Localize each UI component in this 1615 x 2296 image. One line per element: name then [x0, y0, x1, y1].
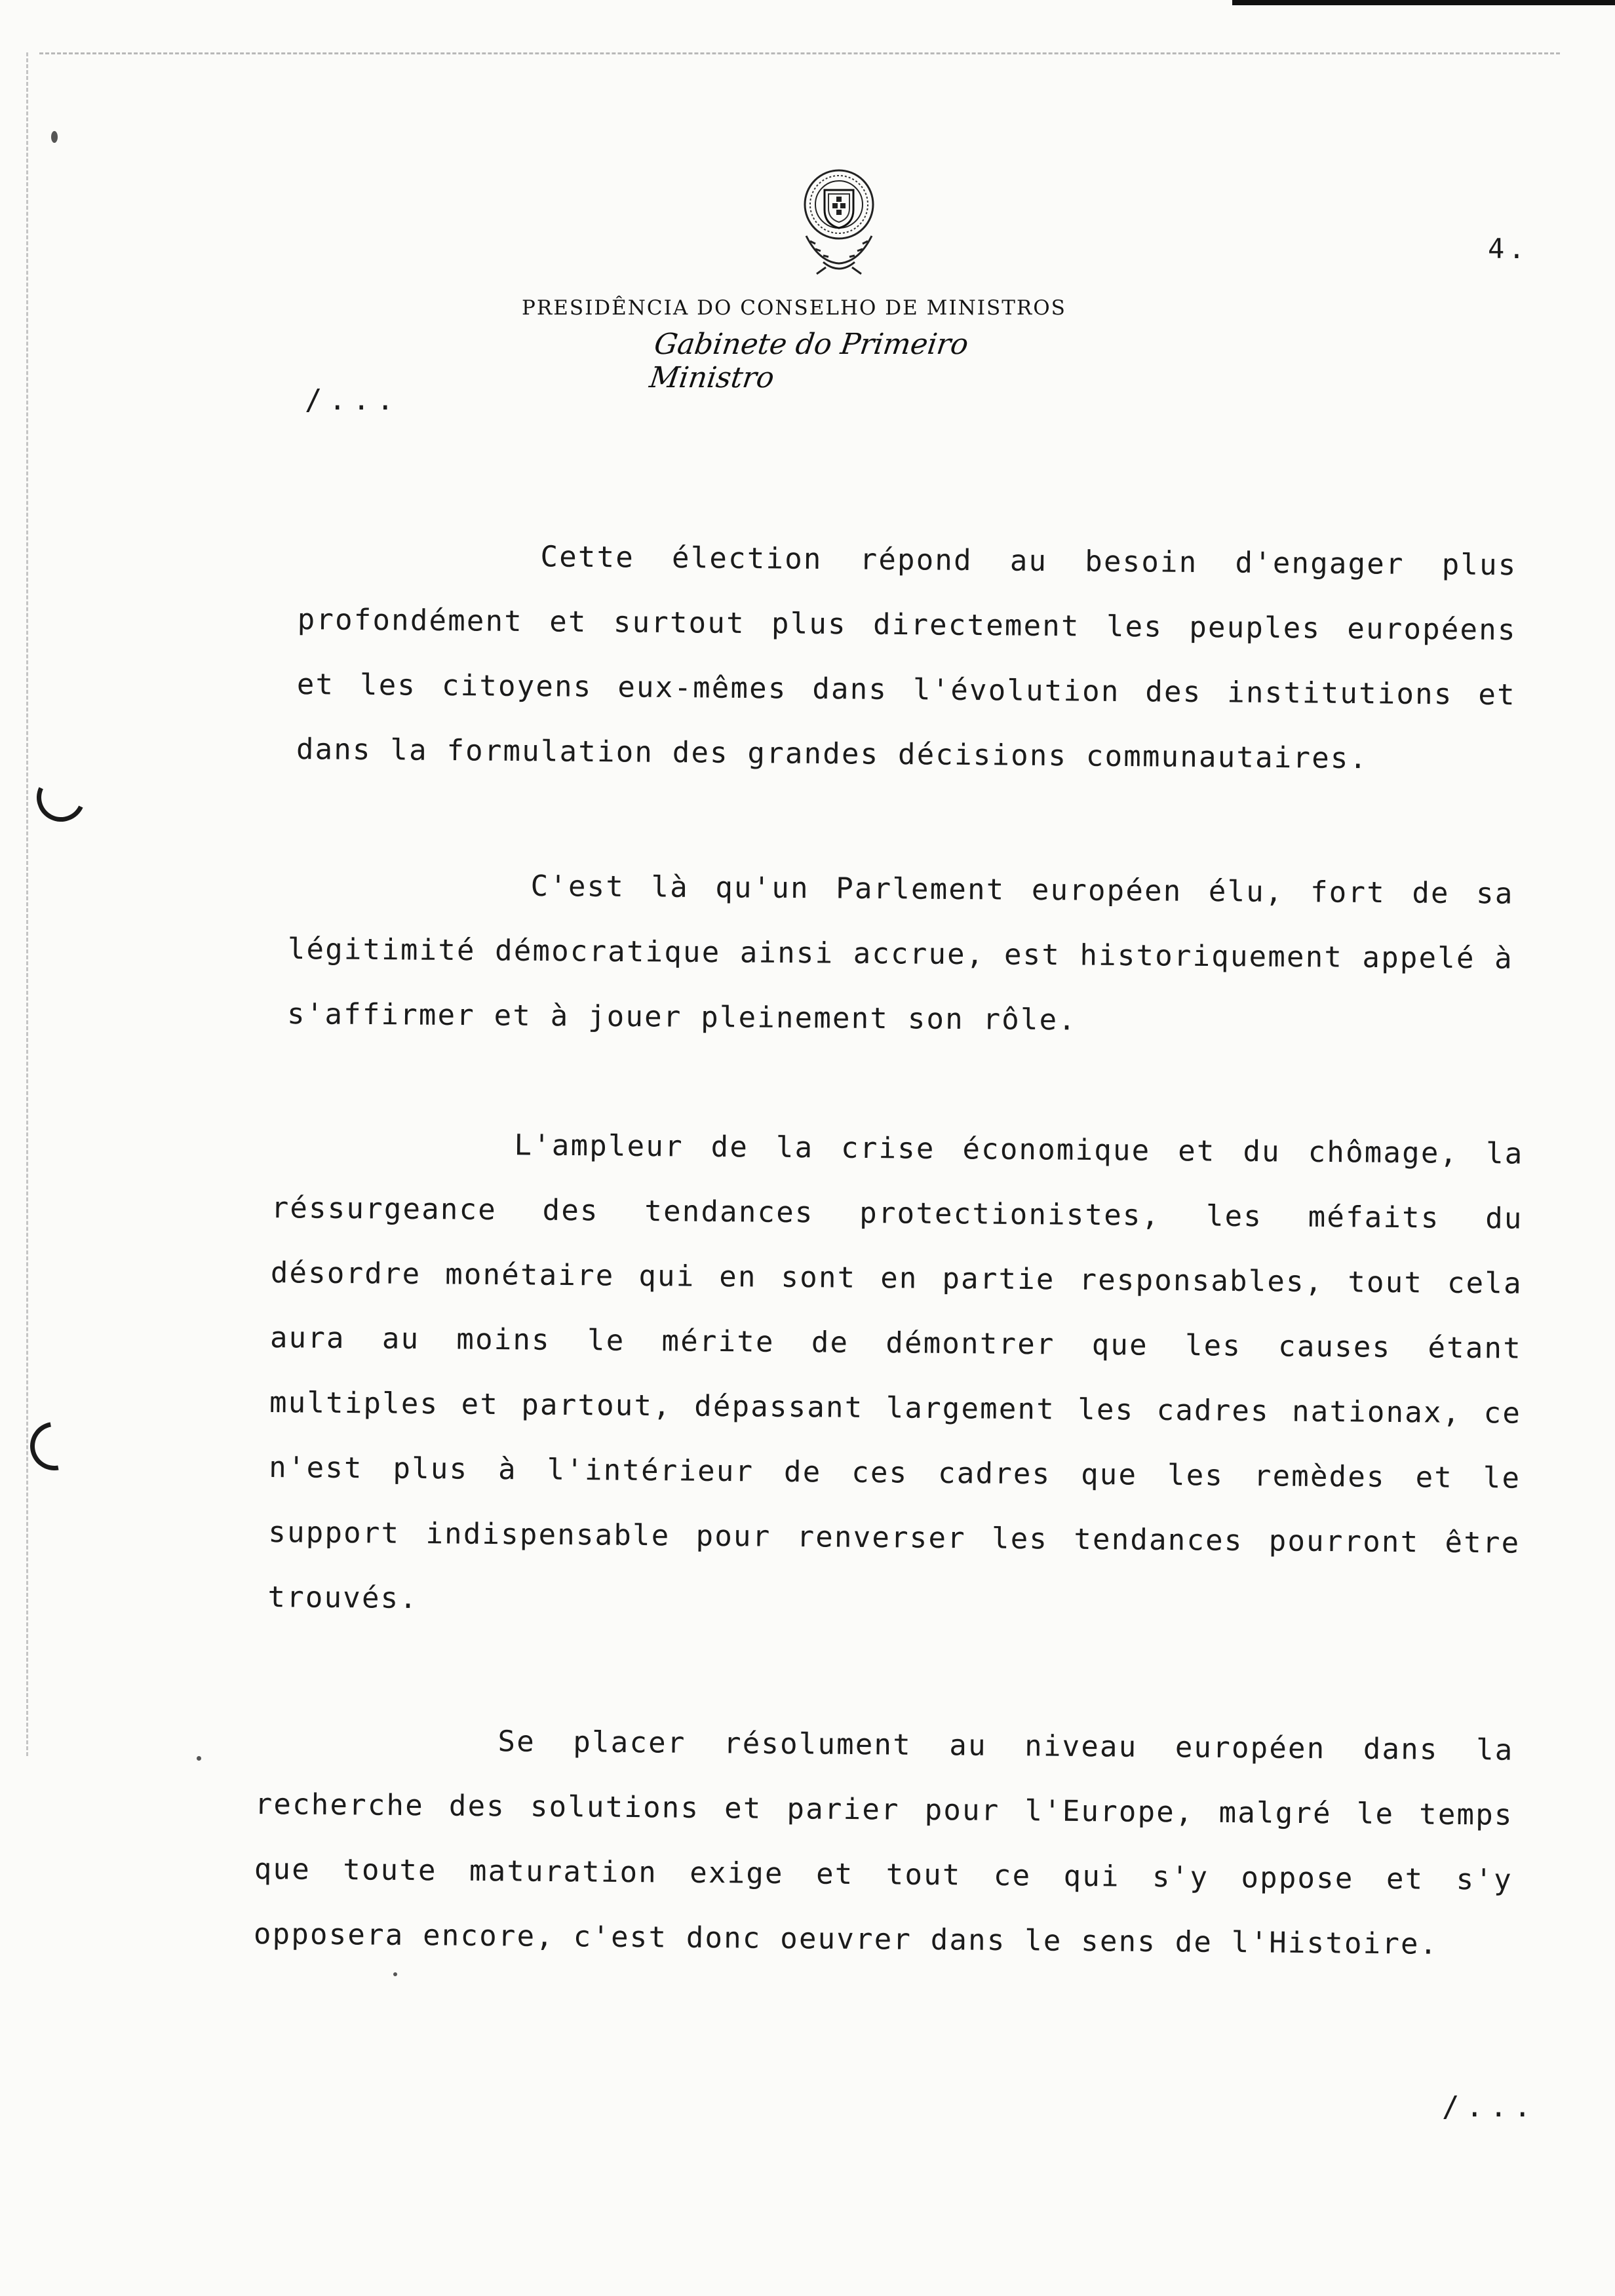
header-subtitle: Gabinete do Primeiro Ministro [647, 328, 971, 394]
scan-speck [393, 1972, 397, 1976]
header-title: PRESIDÊNCIA DO CONSELHO DE MINISTROS [522, 296, 1066, 320]
continuation-mark-bottom: /... [1442, 2090, 1538, 2124]
body-paragraph: C'est là qu'un Parlement européen élu, fort de sa légitimité démocratique ainsi accrue, est historiquement appelé à s'affirmer et à jouer pleinement son rôle. [286, 869, 1514, 1037]
continuation-mark-top: /... [305, 383, 400, 417]
scan-speck [197, 1756, 201, 1761]
body-paragraph: Se placer résolument au niveau européen dans la recherche des solutions et parier pour l'Europe, malgré le temps que toute maturation exige et tout ce qui s'y oppose et s'y opposera encore, c'est donc oeuvrer dans le sens de l'Histoire. [253, 1725, 1514, 1961]
scan-top-artifact [39, 52, 1560, 54]
scan-edge-mark [1232, 0, 1615, 5]
body-paragraph: L'ampleur de la crise économique et du chômage, la réssurgeance des tendances protectionistes, les méfaits du désordre monétaire qui en sont en partie responsables, tout cela aura au moins le mérite de démontrer que les causes étant multiples et partout, dépassant largement les cadres nationax, ce n'est plus à l'intérieur de ces cadres que les remèdes et le support indispensable pour renverser les tendances pourront être trouvés. [267, 1128, 1524, 1615]
scan-speck [51, 131, 58, 143]
portuguese-coat-of-arms-icon [787, 164, 891, 282]
punch-hole-mark [30, 767, 92, 829]
punch-hole-mark [20, 1412, 88, 1480]
page-number: 4. [1488, 233, 1529, 265]
body-paragraph: Cette élection répond au besoin d'engager plus profondément et surtout plus directement les peuples européens et les citoyens eux-mêmes dans l'évolution des institutions et dans la formulation des grandes décisions communautaires. [296, 540, 1517, 776]
scan-left-artifact [26, 52, 28, 1756]
